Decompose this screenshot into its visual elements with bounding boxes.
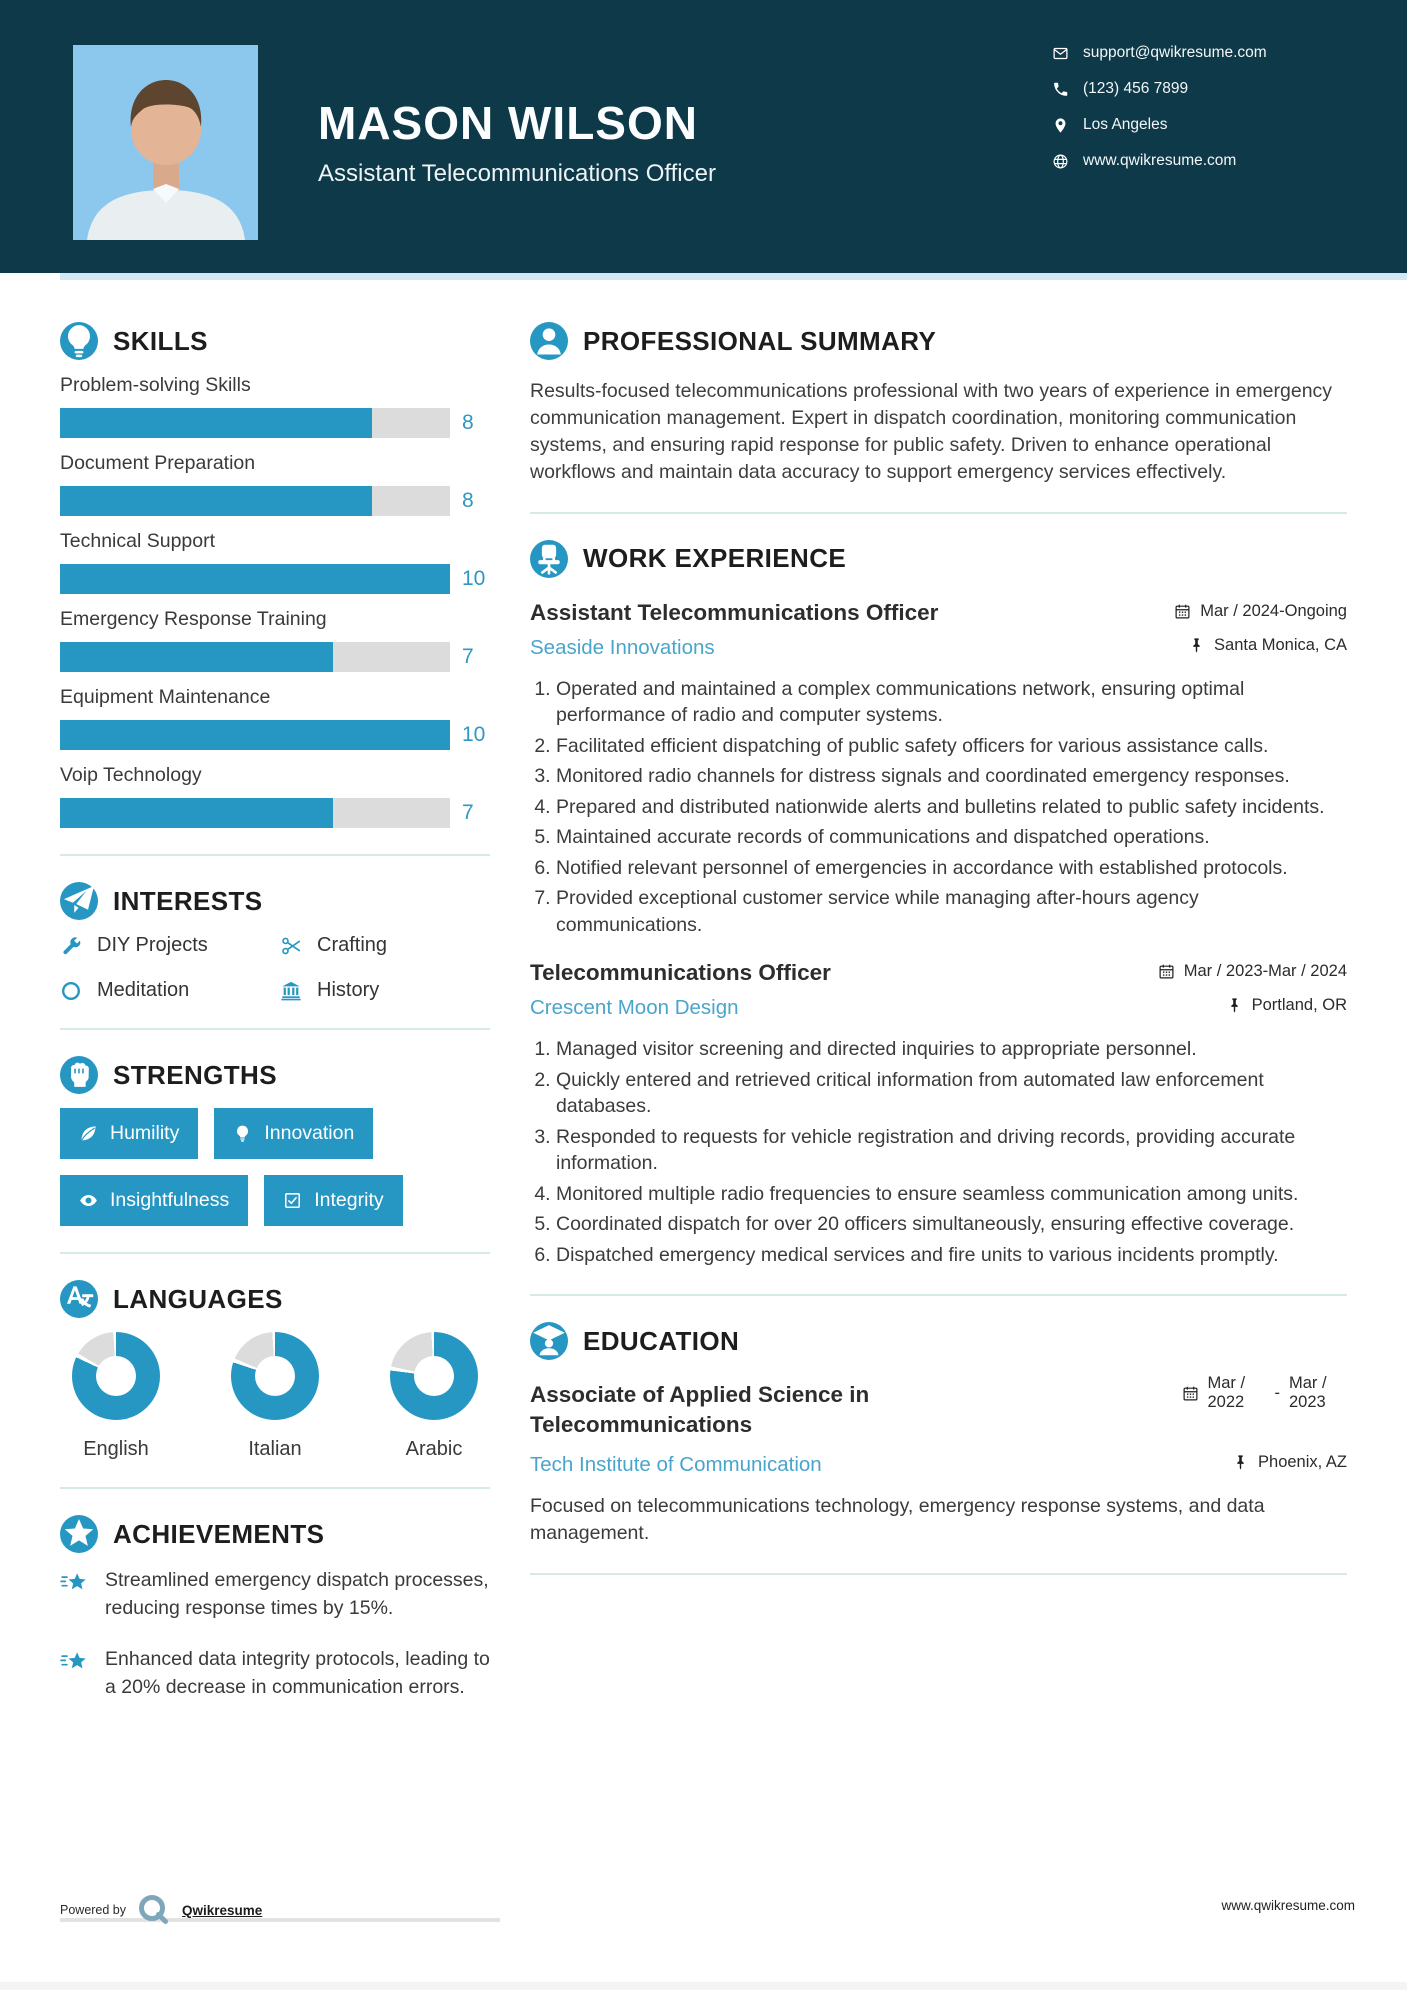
section-title-languages: LANGUAGES [113, 1283, 283, 1314]
job-date: Mar / 2023-Mar / 2024 [1183, 962, 1347, 981]
job-company[interactable]: Seaside Innovations [530, 635, 715, 659]
education-date-start: Mar / 2022 [1207, 1374, 1246, 1412]
contact-text: support@qwikresume.com [1083, 44, 1267, 61]
job-location: Santa Monica, CA [1214, 635, 1347, 654]
right-column [530, 322, 1347, 1601]
section-divider [60, 1487, 490, 1489]
globe-icon [1052, 153, 1069, 170]
achievement-text: Streamlined emergency dispatch processes, reducing response times by 15%. [105, 1569, 489, 1619]
pushpin-icon [1226, 997, 1243, 1014]
education-location-row [1232, 1453, 1347, 1472]
skill-label: Document Preparation [60, 452, 256, 474]
education-date-separator: - [1274, 1383, 1280, 1402]
contact-item[interactable] [1052, 44, 1267, 62]
phone-icon [1052, 81, 1069, 98]
job-bullet: 1. Operated and maintained a complex communications network, ensuring optimal performance of radio and computer systems. [556, 676, 1347, 729]
job-company[interactable]: Crescent Moon Design [530, 996, 739, 1020]
achievement-text: Enhanced data integrity protocols, leading to a 20% decrease in communication errors. [105, 1648, 490, 1699]
section-title-education: EDUCATION [583, 1325, 740, 1356]
job-bullets [530, 676, 1347, 939]
contact-text: www.qwikresume.com [1083, 152, 1237, 169]
skill-bar-track [60, 642, 450, 672]
job-bullet: 5. Maintained accurate records of communications and dispatched operations. [556, 824, 1347, 851]
summary-section-header [530, 322, 1347, 360]
bulb-icon [233, 1124, 252, 1143]
powered-by-label: Powered by [60, 1903, 127, 1917]
section-title-skills: SKILLS [113, 325, 208, 356]
achievements-section-header [60, 1515, 490, 1553]
interest-label: Meditation [97, 979, 190, 1001]
pushpin-icon [1232, 1454, 1249, 1471]
skill-score: 10 [462, 567, 486, 590]
contact-item[interactable] [1052, 116, 1267, 134]
check-square-icon [283, 1191, 302, 1210]
section-title-work: WORK EXPERIENCE [583, 543, 847, 574]
education-date-row [1182, 1374, 1348, 1412]
interests-section-header [60, 882, 490, 920]
skill-bar-fill [60, 642, 333, 672]
job-location-row [1188, 636, 1347, 655]
avatar [73, 45, 258, 240]
skill-bar-track [60, 486, 450, 516]
interest-item [60, 934, 280, 957]
job-entry [530, 600, 1347, 939]
skill-score: 7 [462, 645, 474, 668]
skill-item [60, 764, 490, 828]
strength-label: Integrity [314, 1189, 384, 1211]
skill-score: 8 [462, 489, 474, 512]
fist-icon [60, 1056, 98, 1094]
education-school[interactable]: Tech Institute of Communication [530, 1452, 822, 1476]
skill-label: Equipment Maintenance [60, 686, 271, 708]
job-bullet: 6. Dispatched emergency medical services and fire units to various incidents promptly. [556, 1242, 1347, 1269]
qwikresume-link[interactable]: Qwikresume [182, 1902, 263, 1918]
footer-brand [60, 1893, 262, 1927]
language-donut-chart [390, 1332, 478, 1420]
job-location-row [1226, 996, 1347, 1015]
skill-score: 10 [462, 723, 486, 746]
contact-text: Los Angeles [1083, 116, 1168, 133]
skill-label: Problem-solving Skills [60, 374, 251, 396]
qwikresume-logo-icon [137, 1893, 171, 1927]
strengths-section-header [60, 1056, 490, 1094]
calendar-icon [1174, 603, 1191, 620]
skills-section-header [60, 322, 490, 360]
envelope-icon [1052, 45, 1069, 62]
graduate-icon [530, 1322, 568, 1360]
person-name: MASON WILSON [318, 97, 698, 149]
footer-site-url[interactable]: www.qwikresume.com [1221, 1898, 1355, 1913]
languages-list [60, 1332, 490, 1461]
achievements-list [60, 1567, 490, 1702]
calendar-icon [1182, 1385, 1199, 1402]
leaf-icon [79, 1124, 98, 1143]
skill-bar-fill [60, 720, 450, 750]
language-label: English [83, 1438, 149, 1460]
work-section-header [530, 540, 1347, 578]
scissors-icon [280, 935, 302, 957]
header-accent-line [60, 273, 1407, 280]
pin-icon [1052, 117, 1069, 134]
interest-label: DIY Projects [97, 934, 208, 956]
strength-label: Innovation [264, 1122, 355, 1144]
circle-icon [60, 980, 82, 1002]
contact-text: (123) 456 7899 [1083, 80, 1189, 97]
job-bullet: 4. Monitored multiple radio frequencies to ensure seamless communication among units. [556, 1181, 1347, 1208]
section-divider [530, 1294, 1347, 1296]
job-entry [530, 960, 1347, 1268]
summary-text: Results-focused telecommunications professional with two years of experience in emergency communication management. Expert in dispatch coordination, monitoring communication systems, and ensuring rapid response for public safety. Driven to enhance operational workflows and maintain data accuracy to support emergency services effectively. [530, 380, 1333, 483]
skill-bar-fill [60, 564, 450, 594]
job-bullet: 4. Prepared and distributed nationwide alerts and bulletins related to public safety incidents. [556, 794, 1347, 821]
job-location: Portland, OR [1251, 996, 1347, 1015]
strengths-list [60, 1108, 490, 1226]
shooting-star-icon [60, 1649, 90, 1675]
interests-list [60, 934, 490, 1002]
skill-item [60, 530, 490, 594]
strength-chip [60, 1108, 198, 1159]
profile-photo [73, 45, 258, 240]
interest-label: Crafting [317, 934, 388, 956]
office-chair-icon [530, 540, 568, 578]
job-date-row [1158, 962, 1347, 981]
languages-section-header [60, 1280, 490, 1318]
language-label: Arabic [405, 1438, 463, 1460]
skill-item [60, 608, 490, 672]
skill-bar-track [60, 798, 450, 828]
skill-item [60, 374, 490, 438]
education-description: Focused on telecommunications technology, emergency response systems, and data management. [530, 1494, 1265, 1544]
strength-label: Humility [110, 1122, 180, 1144]
job-title: Assistant Telecommunications Officer [530, 599, 939, 625]
education-date-end: Mar / 2023 [1289, 1374, 1327, 1412]
calendar-icon [1158, 963, 1175, 980]
skill-label: Emergency Response Training [60, 608, 327, 630]
wrench-icon [60, 935, 82, 957]
language-donut-chart [231, 1332, 319, 1420]
section-title-achievements: ACHIEVEMENTS [113, 1518, 325, 1549]
interest-label: History [317, 979, 380, 1001]
section-title-interests: INTERESTS [113, 885, 263, 916]
section-divider [530, 1573, 1347, 1575]
paper-plane-icon [60, 882, 98, 920]
job-bullet: 7. Provided exceptional customer service while managing after-hours agency communications. [556, 885, 1347, 938]
achievement-item [60, 1567, 490, 1622]
skill-item [60, 686, 490, 750]
education-degree: Associate of Applied Science in Telecommunications [530, 1381, 870, 1438]
strength-chip [60, 1175, 248, 1226]
jobs-list [530, 600, 1347, 1269]
job-bullet: 6. Notified relevant personnel of emergencies in accordance with established protocols. [556, 855, 1347, 882]
person-icon [530, 322, 568, 360]
section-divider [60, 854, 490, 856]
job-title: Telecommunications Officer [530, 960, 831, 986]
section-divider [530, 512, 1347, 514]
pushpin-icon [1188, 637, 1205, 654]
language-donut-chart [72, 1332, 160, 1420]
job-bullet: 3. Monitored radio channels for distress signals and coordinated emergency responses. [556, 763, 1347, 790]
job-bullet: 5. Coordinated dispatch for over 20 officers simultaneously, ensuring effective coverage. [556, 1211, 1347, 1238]
skill-bar-fill [60, 798, 333, 828]
bulb-icon [60, 322, 98, 360]
language-item [231, 1332, 319, 1461]
translate-icon [60, 1280, 98, 1318]
skill-bar-track [60, 564, 450, 594]
star-icon [60, 1515, 98, 1553]
skills-list [60, 374, 490, 828]
interest-item [280, 934, 490, 957]
section-title-strengths: STRENGTHS [113, 1059, 277, 1090]
strength-chip [264, 1175, 402, 1226]
section-divider [60, 1028, 490, 1030]
language-item [390, 1332, 478, 1461]
museum-icon [280, 980, 302, 1002]
job-bullet: 2. Facilitated efficient dispatching of public safety officers for various assistance calls. [556, 733, 1347, 760]
eye-icon [79, 1191, 98, 1210]
education-section-header [530, 1322, 1347, 1360]
contact-list [1052, 44, 1267, 170]
skill-score: 7 [462, 801, 474, 824]
education-entry [530, 1374, 1347, 1440]
interest-item [60, 979, 280, 1002]
education-location: Phoenix, AZ [1258, 1452, 1347, 1471]
strength-chip [214, 1108, 373, 1159]
contact-item[interactable] [1052, 80, 1267, 98]
left-column [60, 322, 490, 1726]
language-label: Italian [248, 1438, 302, 1460]
language-item [72, 1332, 160, 1461]
job-date: Mar / 2024-Ongoing [1200, 601, 1347, 620]
job-bullet: 2. Quickly entered and retrieved critical information from automated law enforcement databases. [556, 1067, 1347, 1120]
job-bullets [530, 1036, 1347, 1268]
header [0, 0, 1407, 273]
skill-item [60, 452, 490, 516]
skill-score: 8 [462, 411, 474, 434]
skill-bar-fill [60, 486, 372, 516]
skill-bar-fill [60, 408, 372, 438]
strength-label: Insightfulness [110, 1189, 230, 1211]
job-date-row [1174, 602, 1347, 621]
shooting-star-icon [60, 1570, 90, 1596]
bottom-strip [0, 1982, 1407, 1990]
skill-label: Technical Support [60, 530, 216, 552]
job-bullet: 1. Managed visitor screening and directed inquiries to appropriate personnel. [556, 1036, 1347, 1063]
section-divider [60, 1252, 490, 1254]
contact-item[interactable] [1052, 152, 1267, 170]
achievement-item [60, 1646, 490, 1701]
section-title-summary: PROFESSIONAL SUMMARY [583, 325, 937, 356]
skill-bar-track [60, 720, 450, 750]
job-bullet: 3. Responded to requests for vehicle registration and driving records, providing accurate information. [556, 1124, 1347, 1177]
interest-item [280, 979, 490, 1002]
skill-bar-track [60, 408, 450, 438]
person-title: Assistant Telecommunications Officer [318, 160, 716, 187]
skill-label: Voip Technology [60, 764, 202, 786]
